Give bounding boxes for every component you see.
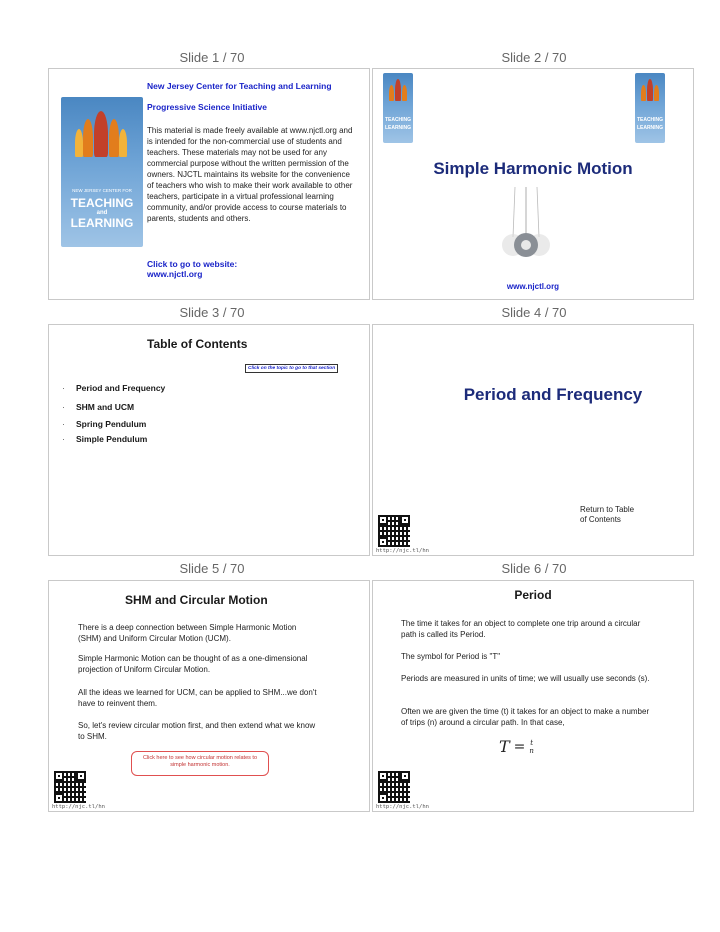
slide-1[interactable] [48,68,370,300]
toc-item-shm-ucm[interactable]: · SHM and UCM [62,402,135,412]
paragraph-2: Simple Harmonic Motion can be thought of as a one-dimensional projection of Uniform Circular Motion. [78,654,308,674]
slide-5[interactable] [48,580,370,812]
section-title: Period and Frequency [463,385,643,404]
paragraph-3: Periods are measured in units of time; we will usually use seconds (s). [401,674,650,683]
slide-3[interactable] [48,324,370,556]
paragraph-4: So, let's review circular motion first, and then extend what we know to SHM. [78,721,316,741]
circular-motion-button[interactable]: Click here to see how circular motion relates to simple harmonic motion. [131,751,269,776]
slide-3-label: Slide 3 / 70 [179,305,245,320]
paragraph-1: The time it takes for an object to complete one trip around a circular path is called its Period. [401,619,641,639]
initiative-name: Progressive Science Initiative [147,102,268,112]
slide-6[interactable] [372,580,694,812]
qr-code[interactable] [54,771,86,803]
paragraph-3: All the ideas we learned for UCM, can be applied to SHM...we don't have to reinvent them. [78,688,317,708]
toc-item-period-frequency[interactable]: · Period and Frequency [62,383,166,393]
slide-4[interactable] [372,324,694,556]
pendulum-image [491,187,561,263]
qr-code[interactable] [378,771,410,803]
website-link-label[interactable]: Click to go to website: [147,259,238,269]
slide-4-label: Slide 4 / 70 [501,305,567,320]
period-formula: T = t n [499,737,534,756]
slide-2-label: Slide 2 / 70 [501,50,567,65]
toc-item-simple-pendulum[interactable]: · Simple Pendulum [62,434,148,444]
slide-5-label: Slide 5 / 70 [179,561,245,576]
org-name: New Jersey Center for Teaching and Learning [147,81,332,91]
slide-6-label: Slide 6 / 70 [501,561,567,576]
slide-1-label: Slide 1 / 70 [179,50,245,65]
paragraph-1: There is a deep connection between Simple Harmonic Motion (SHM) and Uniform Circular Motion (UCM). [78,623,297,643]
website-link[interactable]: www.njctl.org [147,269,203,279]
slide-title: Period [514,588,552,602]
slide-2[interactable] [372,68,694,300]
slide-title: Simple Harmonic Motion [433,159,633,178]
njctl-logo-right: TEACHING LEARNING [635,73,665,143]
qr-caption: http://njc.tl/hn [376,548,429,554]
qr-code[interactable] [378,515,410,547]
slide-title: SHM and Circular Motion [125,593,268,607]
paragraph-2: The symbol for Period is "T" [401,652,501,661]
njctl-logo: NEW JERSEY CENTER FOR TEACHING and LEARNING [61,97,143,247]
return-to-toc-link[interactable]: Return to Table of Contents [580,505,635,524]
qr-caption: http://njc.tl/hn [52,804,105,810]
toc-item-spring-pendulum[interactable]: · Spring Pendulum [62,419,147,429]
toc-title: Table of Contents [147,337,248,351]
njctl-logo-left: TEACHING LEARNING [383,73,413,143]
website-url[interactable]: www.njctl.org [506,282,560,291]
qr-caption: http://njc.tl/hn [376,804,429,810]
toc-hint: Click on the topic to go to that section [245,364,338,373]
intro-paragraph: This material is made freely available at www.njctl.org and is intended for the non-commercial use of students and teachers. These materials may not be used for any commercial purpose without the written permission of the owners. NJCTL maintains its website for the convenience of teachers who wish to make their work available to other teachers, participate in a virtual professional learning community, and/or provide access to course materials to parents, students and others. [147,126,353,223]
paragraph-4: Often we are given the time (t) it takes for an object to make a number of trips (n) around a circular path. In that case, [401,707,650,727]
